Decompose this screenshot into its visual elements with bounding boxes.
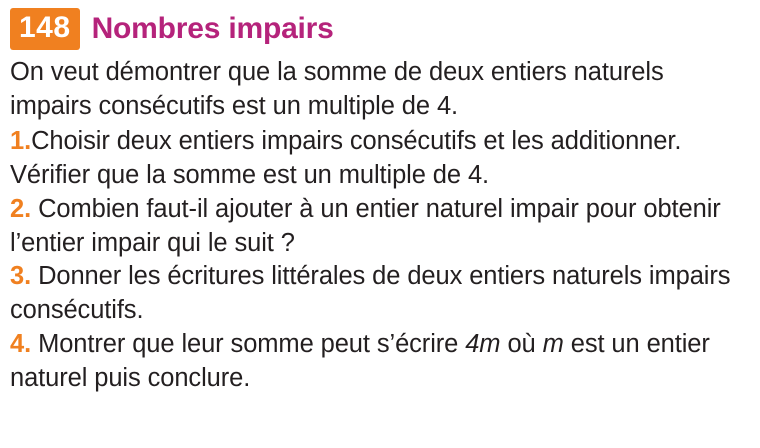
question-3-text: Donner les écritures littérales de deux entiers naturels impairs consécutifs.: [10, 262, 731, 325]
question-4-text-middle: où: [500, 330, 543, 359]
question-4-text-before: Montrer que leur somme peut s’écrire: [38, 330, 466, 359]
question-1-label: 1.: [10, 126, 32, 155]
exercise-title: Nombres impairs: [91, 12, 334, 45]
question-4-text-after: est un entier naturel puis conclure.: [10, 330, 710, 393]
exercise-number-badge: 148: [10, 8, 80, 50]
question-1: [10, 125, 750, 193]
question-1-text: Choisir deux entiers impairs consécutifs et les additionner. Vérifier que la somme est un multiple de 4.: [10, 126, 682, 189]
exercise-statement: [10, 56, 750, 396]
question-4-label: 4.: [10, 330, 32, 359]
question-4-variable-m: m: [542, 330, 564, 359]
question-2-label: 2.: [10, 194, 32, 223]
question-2: [10, 193, 750, 261]
question-3: [10, 260, 750, 328]
exercise-header: [10, 8, 750, 50]
question-4-expression-4m: 4m: [465, 330, 501, 359]
question-3-label: 3.: [10, 262, 32, 291]
statement-intro: On veut démontrer que la somme de deux entiers naturels impairs consécutifs est un multiple de 4.: [10, 58, 664, 120]
question-2-text: Combien faut-il ajouter à un entier naturel impair pour obtenir l’entier impair qui le suit ?: [10, 194, 721, 257]
question-4: [10, 328, 750, 396]
